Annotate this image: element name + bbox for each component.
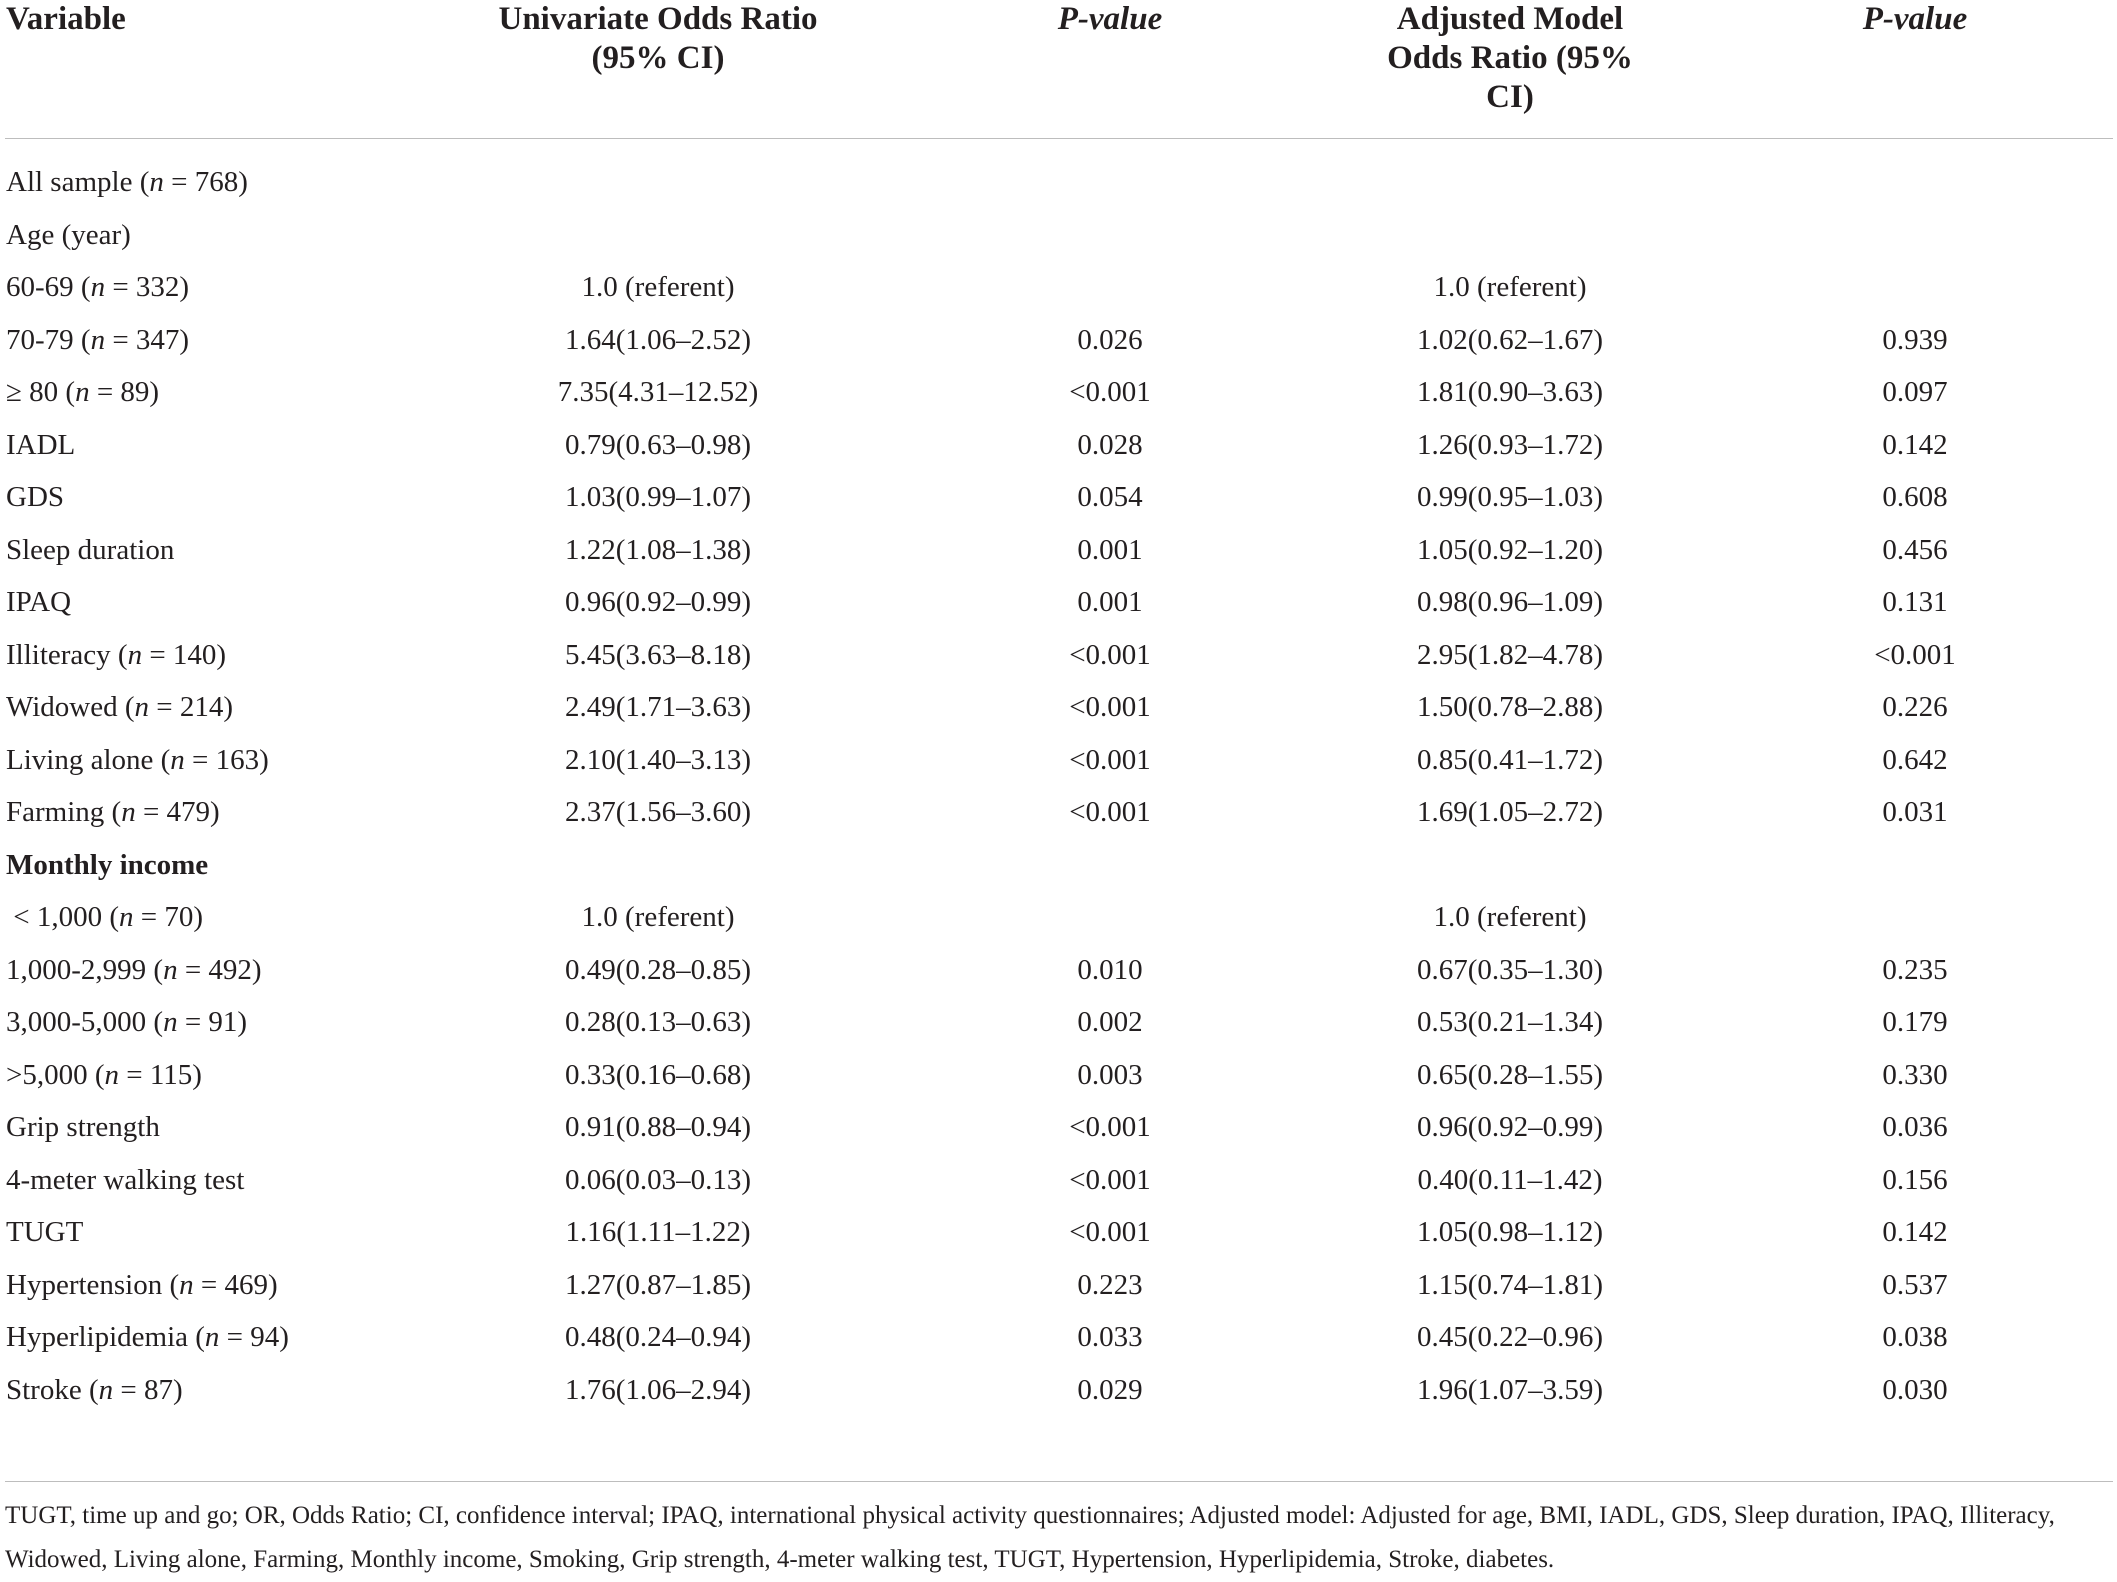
univariate-p-value: <0.001 <box>1069 1163 1151 1196</box>
header-variable: Variable <box>6 1 126 37</box>
univariate-p-value: 0.010 <box>1077 953 1143 986</box>
univariate-odds-ratio: 2.10(1.40–3.13) <box>564 743 752 776</box>
adjusted-odds-ratio: 1.69(1.05–2.72) <box>1416 796 1604 828</box>
sample-size-value: = 492) <box>177 953 262 986</box>
table-row <box>0 948 2117 1001</box>
variable-label-text: TUGT <box>6 1216 84 1248</box>
row-variable-label <box>6 738 269 782</box>
sample-size-n: n <box>90 323 106 356</box>
variable-label-text: Illiteracy ( <box>6 638 128 671</box>
univariate-p-value: 0.002 <box>1077 1006 1143 1038</box>
adjusted-p-value: 0.537 <box>1882 1268 1948 1301</box>
row-variable-label <box>6 1368 183 1412</box>
univariate-odds-ratio: 1.76(1.06–2.94) <box>564 1373 752 1406</box>
table-row <box>0 895 2117 948</box>
row-variable-label <box>6 265 189 309</box>
adjusted-p-value: 0.036 <box>1882 1111 1948 1143</box>
sample-size-n: n <box>121 796 136 828</box>
adjusted-odds-ratio: 0.40(0.11–1.42) <box>1417 1163 1603 1196</box>
row-variable-label <box>6 1000 247 1044</box>
adjusted-p-value: 0.156 <box>1882 1163 1948 1196</box>
adjusted-p-value: 0.097 <box>1882 376 1948 408</box>
adjusted-odds-ratio: 1.81(0.90–3.63) <box>1416 376 1604 408</box>
sample-size-n: n <box>90 271 106 303</box>
variable-label-text: GDS <box>6 481 65 513</box>
univariate-odds-ratio: 1.22(1.08–1.38) <box>564 533 752 566</box>
variable-label-text: 70-79 ( <box>6 323 91 356</box>
univariate-odds-ratio: 1.64(1.06–2.52) <box>564 323 752 356</box>
adjusted-p-value: <0.001 <box>1874 638 1956 671</box>
row-variable-label <box>6 843 208 887</box>
adjusted-odds-ratio: 1.26(0.93–1.72) <box>1416 428 1604 461</box>
table-footnote: TUGT, time up and go; OR, Odds Ratio; CI, confidence interval; IPAQ, international physical activity questionnaires; Adjusted model: Adjusted for age, BMI, IADL, GDS, Sleep duration, IPAQ, Illiteracy, Widowed, Living alone, Farming, Monthly income, Smoking, Grip strength, 4-meter walking test, TUGT, Hypertension, Hyperlipidemia, Stroke, diabetes. <box>5 1502 2055 1573</box>
adjusted-odds-ratio: 0.99(0.95–1.03) <box>1416 481 1604 513</box>
variable-label-text: Widowed ( <box>6 691 135 723</box>
variable-label-text: Living alone ( <box>6 743 171 776</box>
table-row <box>0 790 2117 843</box>
sample-size-n: n <box>149 166 164 198</box>
univariate-odds-ratio: 0.96(0.92–0.99) <box>564 586 752 618</box>
row-variable-label <box>6 475 64 519</box>
table-row <box>0 475 2117 528</box>
row-variable-label <box>6 580 71 624</box>
univariate-odds-ratio: 1.03(0.99–1.07) <box>564 481 752 513</box>
table-row <box>0 1000 2117 1053</box>
sample-size-value: = 87) <box>113 1373 183 1406</box>
table-row <box>0 1105 2117 1158</box>
adjusted-odds-ratio: 1.0 (referent) <box>1433 271 1587 303</box>
table-header <box>0 0 2117 138</box>
row-variable-label <box>6 423 75 467</box>
sample-size-n: n <box>104 1058 120 1091</box>
sample-size-value: = 214) <box>149 691 234 723</box>
sample-size-n: n <box>204 1321 220 1353</box>
header-adjusted-line-3: CI) <box>1486 79 1534 115</box>
row-variable-label <box>6 1315 289 1359</box>
univariate-odds-ratio: 1.0 (referent) <box>581 901 735 933</box>
univariate-odds-ratio: 1.0 (referent) <box>581 271 735 303</box>
sample-size-n: n <box>179 1268 194 1301</box>
adjusted-p-value: 0.226 <box>1882 691 1948 723</box>
header-adjusted-line-2: Odds Ratio (95% <box>1387 40 1633 76</box>
row-variable-label <box>6 160 248 204</box>
header-pvalue-adjusted: P-value <box>1862 1 1968 37</box>
univariate-odds-ratio: 0.79(0.63–0.98) <box>564 428 752 461</box>
variable-label-text: Farming ( <box>6 796 122 828</box>
adjusted-p-value: 0.031 <box>1882 796 1948 828</box>
adjusted-odds-ratio: 2.95(1.82–4.78) <box>1416 638 1604 671</box>
univariate-odds-ratio: 0.49(0.28–0.85) <box>564 953 752 986</box>
adjusted-odds-ratio: 0.96(0.92–0.99) <box>1416 1111 1604 1143</box>
row-variable-label <box>6 895 203 939</box>
table-row <box>0 1053 2117 1106</box>
row-variable-label <box>6 685 233 729</box>
adjusted-odds-ratio: 1.02(0.62–1.67) <box>1416 323 1604 356</box>
row-variable-label <box>6 1263 278 1307</box>
sample-size-value: = 115) <box>119 1058 202 1091</box>
adjusted-p-value: 0.030 <box>1882 1373 1948 1406</box>
row-variable-label <box>6 1210 83 1254</box>
header-rule <box>5 138 2113 139</box>
variable-label-text: >5,000 ( <box>6 1058 105 1091</box>
variable-label-text: Monthly income <box>6 848 209 881</box>
univariate-p-value: <0.001 <box>1069 1111 1151 1143</box>
univariate-p-value: 0.026 <box>1077 323 1143 356</box>
univariate-odds-ratio: 7.35(4.31–12.52) <box>557 376 759 408</box>
adjusted-odds-ratio: 1.05(0.92–1.20) <box>1416 533 1604 566</box>
adjusted-odds-ratio: 0.98(0.96–1.09) <box>1416 586 1604 618</box>
variable-label-text: 4-meter walking test <box>6 1163 245 1196</box>
header-univariate-line-2: (95% CI) <box>591 40 725 76</box>
adjusted-odds-ratio: 1.15(0.74–1.81) <box>1416 1268 1604 1301</box>
sample-size-value: = 332) <box>105 271 190 303</box>
sample-size-value: = 91) <box>177 1006 248 1038</box>
univariate-p-value: <0.001 <box>1069 796 1151 828</box>
table-row <box>0 1210 2117 1263</box>
row-variable-label <box>6 1158 244 1202</box>
variable-label-text: Hypertension ( <box>6 1268 180 1301</box>
univariate-p-value: <0.001 <box>1069 743 1151 776</box>
row-variable-label <box>6 633 226 677</box>
sample-size-value: = 479) <box>135 796 220 828</box>
table-row <box>0 213 2117 266</box>
adjusted-odds-ratio: 0.45(0.22–0.96) <box>1416 1321 1604 1353</box>
univariate-p-value: 0.028 <box>1077 428 1143 461</box>
sample-size-value: = 70) <box>133 901 204 933</box>
table-row <box>0 1368 2117 1421</box>
table-row <box>0 580 2117 633</box>
adjusted-odds-ratio: 1.0 (referent) <box>1433 901 1587 933</box>
table-row <box>0 633 2117 686</box>
table-body <box>0 160 2117 1420</box>
adjusted-odds-ratio: 0.85(0.41–1.72) <box>1416 743 1604 776</box>
row-variable-label <box>6 528 174 572</box>
table-row <box>0 843 2117 896</box>
adjusted-p-value: 0.608 <box>1882 481 1948 513</box>
univariate-p-value: 0.033 <box>1077 1321 1143 1353</box>
adjusted-odds-ratio: 0.67(0.35–1.30) <box>1416 953 1604 986</box>
row-variable-label <box>6 318 189 362</box>
univariate-odds-ratio: 1.27(0.87–1.85) <box>564 1268 752 1301</box>
univariate-odds-ratio: 5.45(3.63–8.18) <box>564 638 752 671</box>
table-row <box>0 318 2117 371</box>
table-row <box>0 738 2117 791</box>
sample-size-value: = 768) <box>163 166 248 198</box>
adjusted-p-value: 0.131 <box>1882 586 1948 618</box>
adjusted-p-value: 0.456 <box>1882 533 1948 566</box>
univariate-p-value: 0.001 <box>1077 586 1143 618</box>
sample-size-n: n <box>127 638 143 671</box>
table-row <box>0 1315 2117 1368</box>
variable-label-text: Hyperlipidemia ( <box>6 1321 205 1353</box>
sample-size-n: n <box>119 901 134 933</box>
header-univariate-line-1: Univariate Odds Ratio <box>498 1 818 37</box>
sample-size-value: = 347) <box>105 323 190 356</box>
univariate-p-value: 0.001 <box>1077 533 1143 566</box>
sample-size-n: n <box>163 1006 178 1038</box>
univariate-p-value: <0.001 <box>1069 638 1151 671</box>
variable-label-text: 1,000-2,999 ( <box>6 953 164 986</box>
header-adjusted-line-1: Adjusted Model <box>1396 1 1624 37</box>
variable-label-text: 3,000-5,000 ( <box>6 1006 164 1038</box>
variable-label-text: Grip strength <box>6 1111 160 1143</box>
table-row <box>0 423 2117 476</box>
univariate-p-value: 0.029 <box>1077 1373 1143 1406</box>
footer-rule <box>5 1481 2113 1482</box>
adjusted-p-value: 0.235 <box>1882 953 1948 986</box>
univariate-odds-ratio: 0.06(0.03–0.13) <box>564 1163 752 1196</box>
adjusted-p-value: 0.179 <box>1882 1006 1948 1038</box>
sample-size-value: = 163) <box>184 743 269 776</box>
adjusted-odds-ratio: 1.05(0.98–1.12) <box>1416 1216 1604 1248</box>
table-row <box>0 1263 2117 1316</box>
sample-size-n: n <box>98 1373 114 1406</box>
univariate-odds-ratio: 0.28(0.13–0.63) <box>564 1006 752 1038</box>
sample-size-n: n <box>170 743 185 776</box>
univariate-p-value: 0.003 <box>1077 1058 1143 1091</box>
univariate-p-value: 0.223 <box>1077 1268 1143 1301</box>
table-row <box>0 685 2117 738</box>
univariate-odds-ratio: 2.49(1.71–3.63) <box>564 691 752 723</box>
adjusted-p-value: 0.142 <box>1882 1216 1948 1248</box>
header-univariate <box>430 0 886 78</box>
row-variable-label <box>6 790 220 834</box>
sample-size-n: n <box>163 953 178 986</box>
row-variable-label <box>6 1053 202 1097</box>
row-variable-label <box>6 948 262 992</box>
variable-label-text: All sample ( <box>6 166 150 198</box>
adjusted-p-value: 0.642 <box>1882 743 1948 776</box>
sample-size-value: = 94) <box>219 1321 289 1353</box>
variable-label-text: 60-69 ( <box>6 271 91 303</box>
sample-size-value: = 140) <box>142 638 227 671</box>
variable-label-text: IADL <box>6 428 76 461</box>
adjusted-odds-ratio: 0.65(0.28–1.55) <box>1416 1058 1604 1091</box>
sample-size-value: = 469) <box>193 1268 278 1301</box>
adjusted-p-value: 0.038 <box>1882 1321 1948 1353</box>
adjusted-p-value: 0.939 <box>1882 323 1948 356</box>
table-row <box>0 1158 2117 1211</box>
adjusted-odds-ratio: 1.96(1.07–3.59) <box>1416 1373 1604 1406</box>
variable-label-text: Stroke ( <box>6 1373 99 1406</box>
variable-label-text: ≥ 80 ( <box>6 376 76 408</box>
table-row <box>0 160 2117 213</box>
sample-size-n: n <box>134 691 149 723</box>
univariate-odds-ratio: 0.91(0.88–0.94) <box>564 1111 752 1143</box>
table-row <box>0 265 2117 318</box>
header-adjusted <box>1310 0 1710 117</box>
adjusted-p-value: 0.142 <box>1882 428 1948 461</box>
row-variable-label <box>6 213 131 257</box>
univariate-p-value: <0.001 <box>1069 691 1151 723</box>
row-variable-label <box>6 370 159 414</box>
sample-size-n: n <box>75 376 90 408</box>
univariate-p-value: 0.054 <box>1077 481 1143 513</box>
univariate-odds-ratio: 2.37(1.56–3.60) <box>564 796 752 828</box>
univariate-p-value: <0.001 <box>1069 1216 1151 1248</box>
sample-size-value: = 89) <box>89 376 160 408</box>
univariate-odds-ratio: 1.16(1.11–1.22) <box>565 1216 751 1248</box>
univariate-p-value: <0.001 <box>1069 376 1151 408</box>
adjusted-odds-ratio: 1.50(0.78–2.88) <box>1416 691 1604 723</box>
table-row <box>0 528 2117 581</box>
adjusted-p-value: 0.330 <box>1882 1058 1948 1091</box>
variable-label-text: IPAQ <box>6 586 72 618</box>
univariate-odds-ratio: 0.33(0.16–0.68) <box>564 1058 752 1091</box>
univariate-odds-ratio: 0.48(0.24–0.94) <box>564 1321 752 1353</box>
header-pvalue-univariate: P-value <box>1057 1 1163 37</box>
variable-label-text: < 1,000 ( <box>6 901 120 933</box>
variable-label-text: Age (year) <box>6 218 131 251</box>
table-row <box>0 370 2117 423</box>
row-variable-label <box>6 1105 160 1149</box>
adjusted-odds-ratio: 0.53(0.21–1.34) <box>1416 1006 1604 1038</box>
variable-label-text: Sleep duration <box>6 533 175 566</box>
